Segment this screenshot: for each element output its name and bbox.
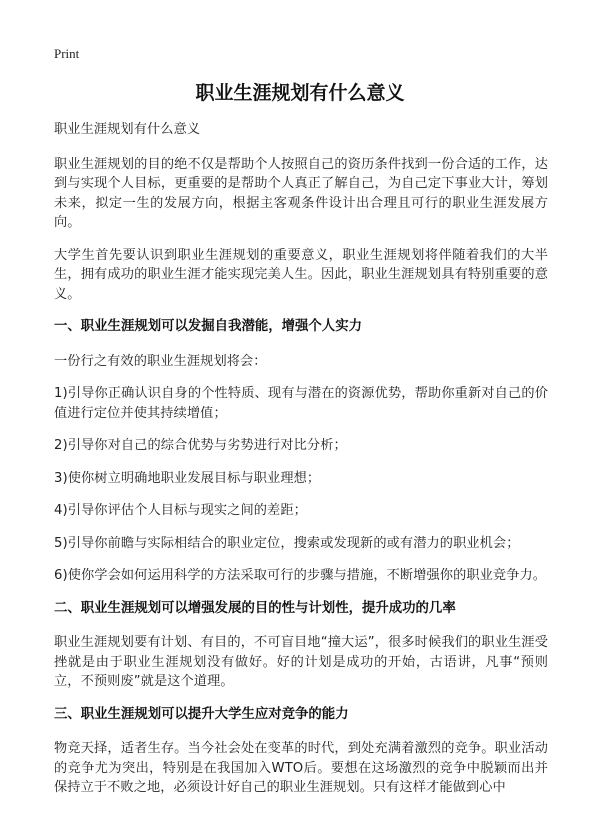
section-1-item-4: 4)引导你评估个人目标与现实之间的差距； <box>54 503 307 518</box>
page-title: 职业生涯规划有什么意义 <box>195 82 405 104</box>
section-2-body: 职业生涯规划要有计划、有目的，不可盲目地“撞大运”，很多时候我们的职业生涯受挫就是由于职业生涯规划没有做好。好的计划是成功的开始，古语讲，凡事“预则立，不预则废”就是这个道理。 <box>54 635 548 689</box>
section-3-body: 物竞天择，适者生存。当今社会处在变革的时代，到处充满着激烈的竞争。职业活动的竞争尤为突出，特别是在我国加入WTO后。要想在这场激烈的竞争中脱颖而出并保持立于不败之地，必须设计好自己的职业生涯规划。只有这样才能做到心中 <box>54 741 548 795</box>
article-subtitle: 职业生涯规划有什么意义 <box>54 122 201 137</box>
section-1-lead: 一份行之有效的职业生涯规划将会： <box>54 353 267 369</box>
section-1-item-2: 2)引导你对自己的综合优势与劣势进行对比分析； <box>54 438 347 453</box>
section-1-item-5: 5)引导你前瞻与实际相结合的职业定位，搜索或发现新的或有潜力的职业机会； <box>54 535 520 551</box>
section-1-item-6: 6)使你学会如何运用科学的方法采取可行的步骤与措施，不断增强你的职业竞争力。 <box>54 568 547 583</box>
article-body <box>54 120 548 811</box>
section-1-item-1: 1)引导你正确认识自身的个性特质、现有与潜在的资源优势，帮助你重新对自己的价值进行定位并使其持续增值； <box>54 386 548 421</box>
intro-paragraph-2: 大学生首先要认识到职业生涯规划的重要意义，职业生涯规划将伴随着我们的大半生，拥有成功的职业生涯才能实现完美人生。因此，职业生涯规划具有特别重要的意义。 <box>54 247 548 302</box>
section-1-heading: 一、职业生涯规划可以发掘自我潜能，增强个人实力 <box>54 319 362 334</box>
section-3-heading: 三、职业生涯规划可以提升大学生应对竞争的能力 <box>54 706 349 722</box>
print-link[interactable]: Print <box>54 46 80 61</box>
section-2-heading: 二、职业生涯规划可以增强发展的目的性与计划性，提升成功的几率 <box>54 600 456 616</box>
section-1-item-3: 3)使你树立明确地职业发展目标与职业理想； <box>54 470 321 486</box>
intro-paragraph-1: 职业生涯规划的目的绝不仅是帮助个人按照自己的资历条件找到一份合适的工作，达到与实现个人目标，更重要的是帮助个人真正了解自己，为自己定下事业大计，筹划未来，拟定一生的发展方向，根据主客观条件设计出合理且可行的职业生涯发展方向。 <box>54 156 548 230</box>
